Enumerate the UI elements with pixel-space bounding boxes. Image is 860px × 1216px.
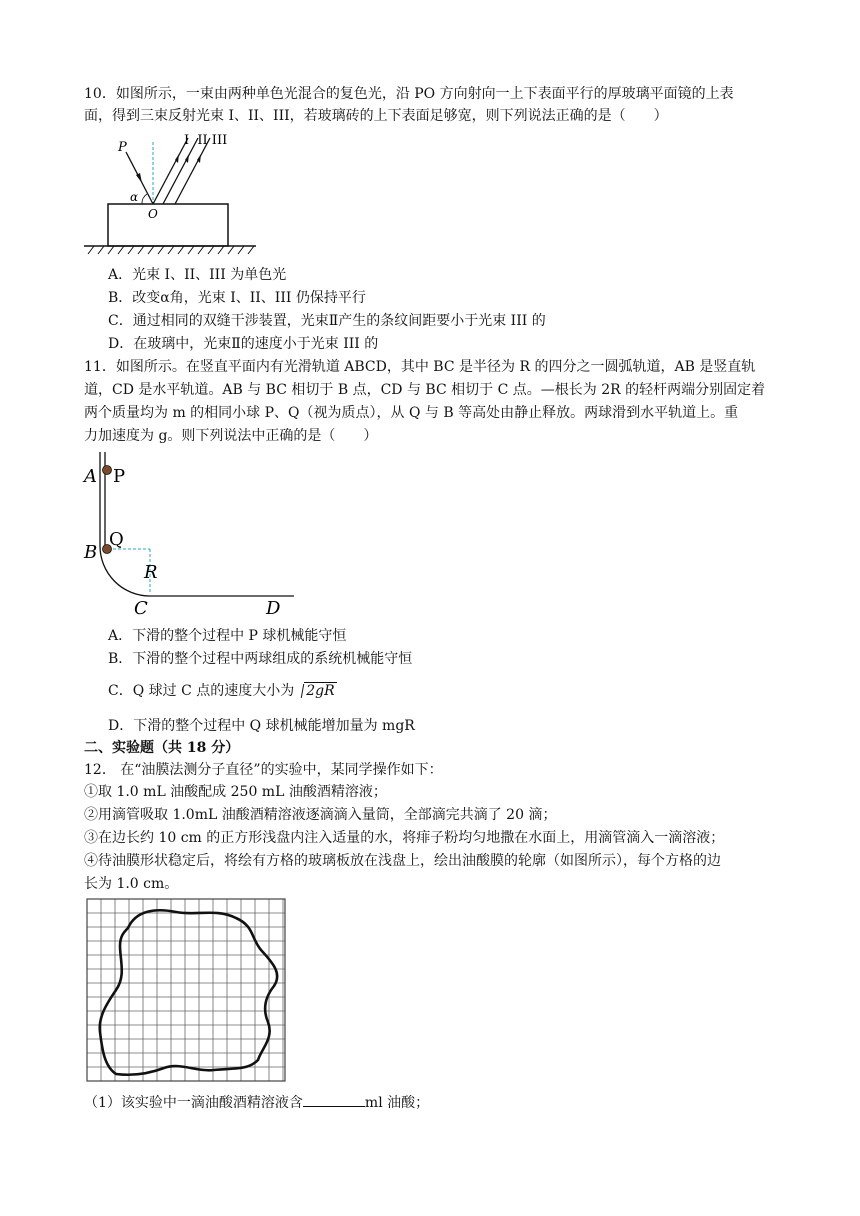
q10-option-b: B．改变α角，光束 I、II、III 仍保持平行 — [108, 290, 366, 306]
q11-text-line3: 两个质量均为 m 的相同小球 P、Q（视为质点），从 Q 与 B 等高处由静止释放。两球滑到水平轨道上。重 — [84, 405, 739, 421]
answer-blank[interactable] — [303, 1092, 365, 1107]
oil-film-grid-figure — [86, 898, 286, 1082]
q12-step1: ①取 1.0 mL 油酸配成 250 mL 油酸酒精溶液； — [84, 784, 387, 800]
label-p: P — [118, 140, 127, 155]
q11-text-line2: 道，CD 是水平轨道。AB 与 BC 相切于 B 点，CD 与 BC 相切于 C 点。—根长为 2R 的轻杆两端分别固定着 — [84, 382, 766, 398]
q12-step4-line2: 长为 1.0 cm。 — [84, 876, 179, 892]
q10-text-line2: 面，得到三束反射光束 I、II、III，若玻璃砖的上下表面足够宽，则下列说法正确的是（ ） — [84, 108, 668, 124]
q11-option-b: B．下滑的整个过程中两球组成的系统机械能守恒 — [108, 651, 413, 667]
q12-sub1-text: （1）该实验中一滴油酸酒精溶液含 — [84, 1095, 303, 1111]
q11-option-c — [108, 681, 337, 701]
label-beams: I II III — [184, 133, 228, 148]
label-b: B — [84, 542, 98, 563]
label-r: R — [144, 562, 158, 583]
q12-subquestion-1 — [84, 1092, 429, 1113]
q12-sub1-unit: ml 油酸； — [364, 1095, 430, 1111]
label-alpha: α — [130, 190, 139, 204]
square-root — [294, 681, 336, 701]
q12-text-line1: 12． 在“油膜法测分子直径”的实验中，某同学操作如下： — [84, 762, 443, 778]
label-q: Q — [109, 529, 124, 550]
label-p: P — [113, 466, 126, 487]
q11-text-line1: 11．如图所示。在竖直平面内有光滑轨道 ABCD，其中 BC 是半径为 R 的四分之一圆弧轨道，AB 是竖直轨 — [84, 359, 756, 375]
q11-option-d: D．下滑的整个过程中 Q 球机械能增加量为 mgR — [108, 718, 415, 734]
q10-option-d: D．在玻璃中，光束Ⅱ的速度小于光束 III 的 — [108, 336, 379, 352]
q11-option-a: A．下滑的整个过程中 P 球机械能守恒 — [108, 628, 347, 644]
label-o: O — [148, 207, 158, 221]
q11-option-c-radicand: 2gR — [306, 683, 335, 699]
q10-option-a: A．光束 I、II、III 为单色光 — [108, 267, 287, 283]
q10-option-c: C．通过相同的双缝干涉装置，光束Ⅱ产生的条纹间距要小于光束 III 的 — [108, 313, 546, 329]
q12-step2: ②用滴管吸取 1.0mL 油酸酒精溶液逐滴滴入量筒，全部滴完共滴了 20 滴； — [84, 807, 557, 823]
q12-step4-line1: ④待油膜形状稳定后，将绘有方格的玻璃板放在浅盘上，绘出油酸膜的轮廓（如图所示），每个方格的边 — [84, 853, 721, 869]
q11-text-line4: 力加速度为 g。则下列说法中正确的是（ ） — [84, 428, 378, 444]
q10-text-line1: 10．如图所示，一束由两种单色光混合的复色光，沿 PO 方向射向一上下表面平行的厚玻璃平面镜的上表 — [84, 86, 734, 102]
label-c: C — [134, 598, 148, 619]
q12-step3: ③在边长约 10 cm 的正方形浅盘内注入适量的水，将痱子粉均匀地撒在水面上，用滴管滴入一滴溶液； — [84, 830, 725, 846]
label-a: A — [84, 466, 97, 487]
q11-figure-track — [80, 448, 300, 620]
section-heading: 二、实验题（共 18 分） — [84, 740, 240, 756]
q11-option-c-text: C．Q 球过 C 点的速度大小为 — [108, 683, 295, 699]
label-d: D — [266, 598, 281, 619]
q10-figure-glass-mirror — [80, 128, 260, 258]
